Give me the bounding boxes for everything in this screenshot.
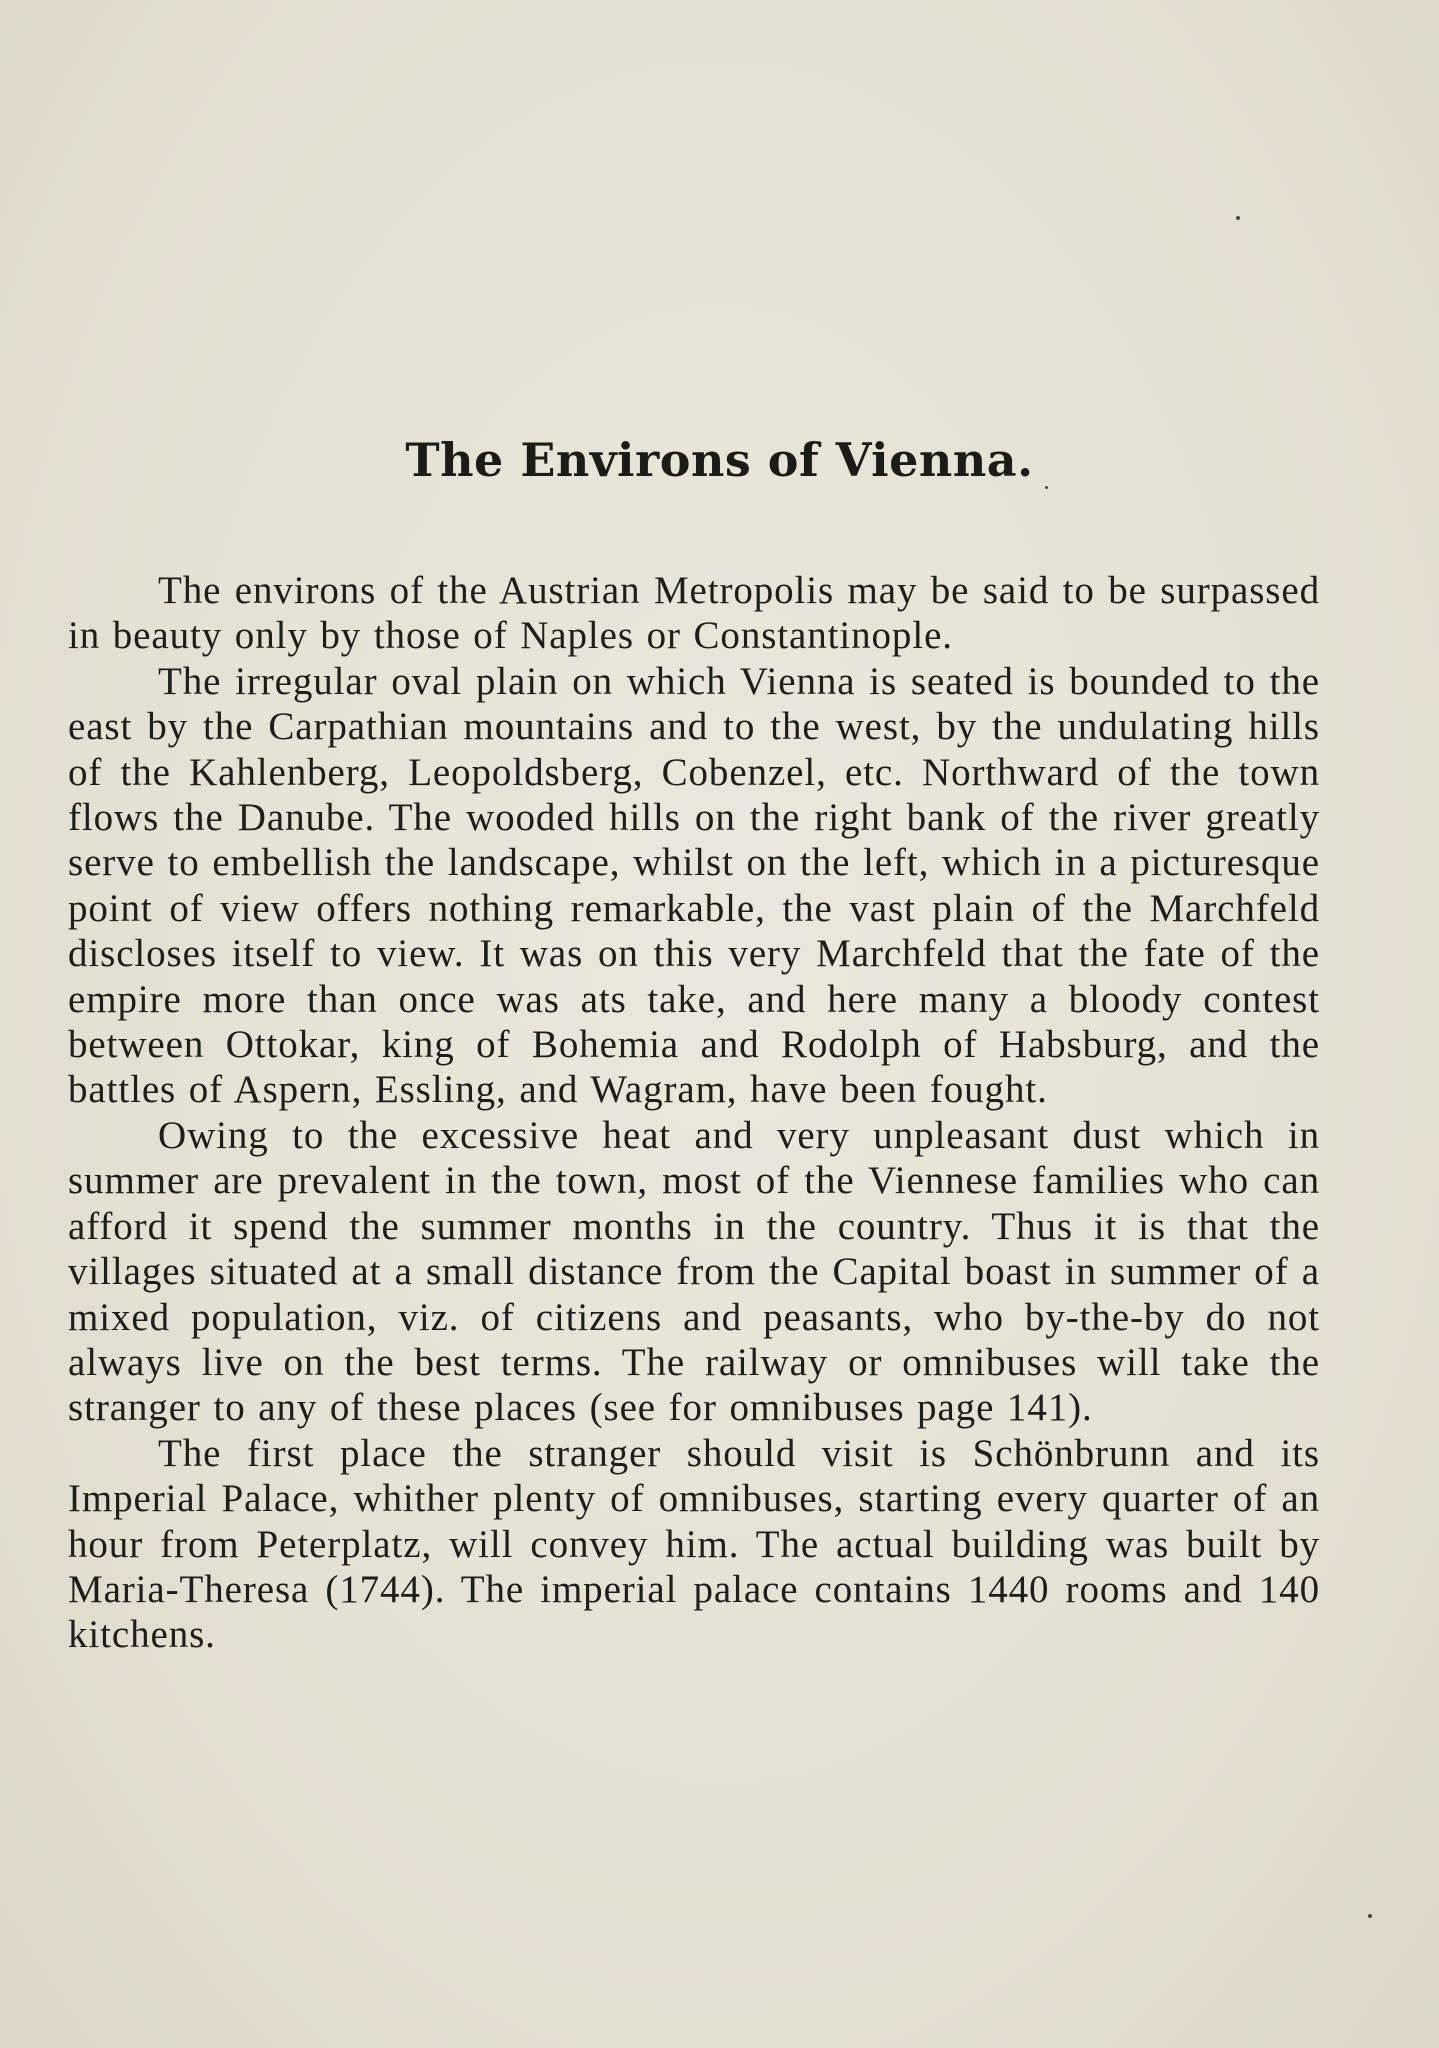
paragraph: The first place the stranger should visit is Schönbrunn and its Imperial Palace, whither plenty of omnibuses, starting every quarter of an hour from Peterplatz, will convey him. The actual building was built by Maria-Theresa (1744). The imperial palace contains 1440 rooms and 140 kitchens. [68,1431,1320,1657]
paragraph: Owing to the excessive heat and very unpleasant dust which in summer are prevalent in the town, most of the Viennese families who can afford it spend the summer months in the country. Thus it is that the villages situated at a small distance from the Capital boast in summer of a mixed population, viz. of citizens and peasants, who by-the-by do not always live on the best terms. The railway or omnibuses will take the stranger to any of these places (see for omnibuses page 141). [68,1113,1320,1430]
page-title: The Environs of Vienna. [405,433,1034,487]
paragraph: The environs of the Austrian Metropolis may be said to be surpassed in beauty only by those of Naples or Constantinople. [68,569,1320,658]
paper-speck [1368,1914,1372,1918]
paragraph: The irregular oval plain on which Vienna is seated is bounded to the east by the Carpathian mountains and to the west, by the undulating hills of the Kahlenberg, Leopoldsberg, Cobenzel, etc. Northward of the town flows the Danube. The wooded hills on the right bank of the river greatly serve to embellish the landscape, whilst on the left, which in a picturesque point of view offers nothing remarkable, the vast plain of the Marchfeld discloses itself to view. It was on this very Marchfeld that the fate of the empire more than once was ats take, and here many a bloody contest between Ottokar, king of Bohemia and Rodolph of Habsburg, and the battles of Aspern, Essling, and Wagram, have been fought. [68,659,1320,1112]
body-text [68,568,1320,1658]
paper-speck [1236,216,1240,220]
paper-speck [1045,486,1048,489]
